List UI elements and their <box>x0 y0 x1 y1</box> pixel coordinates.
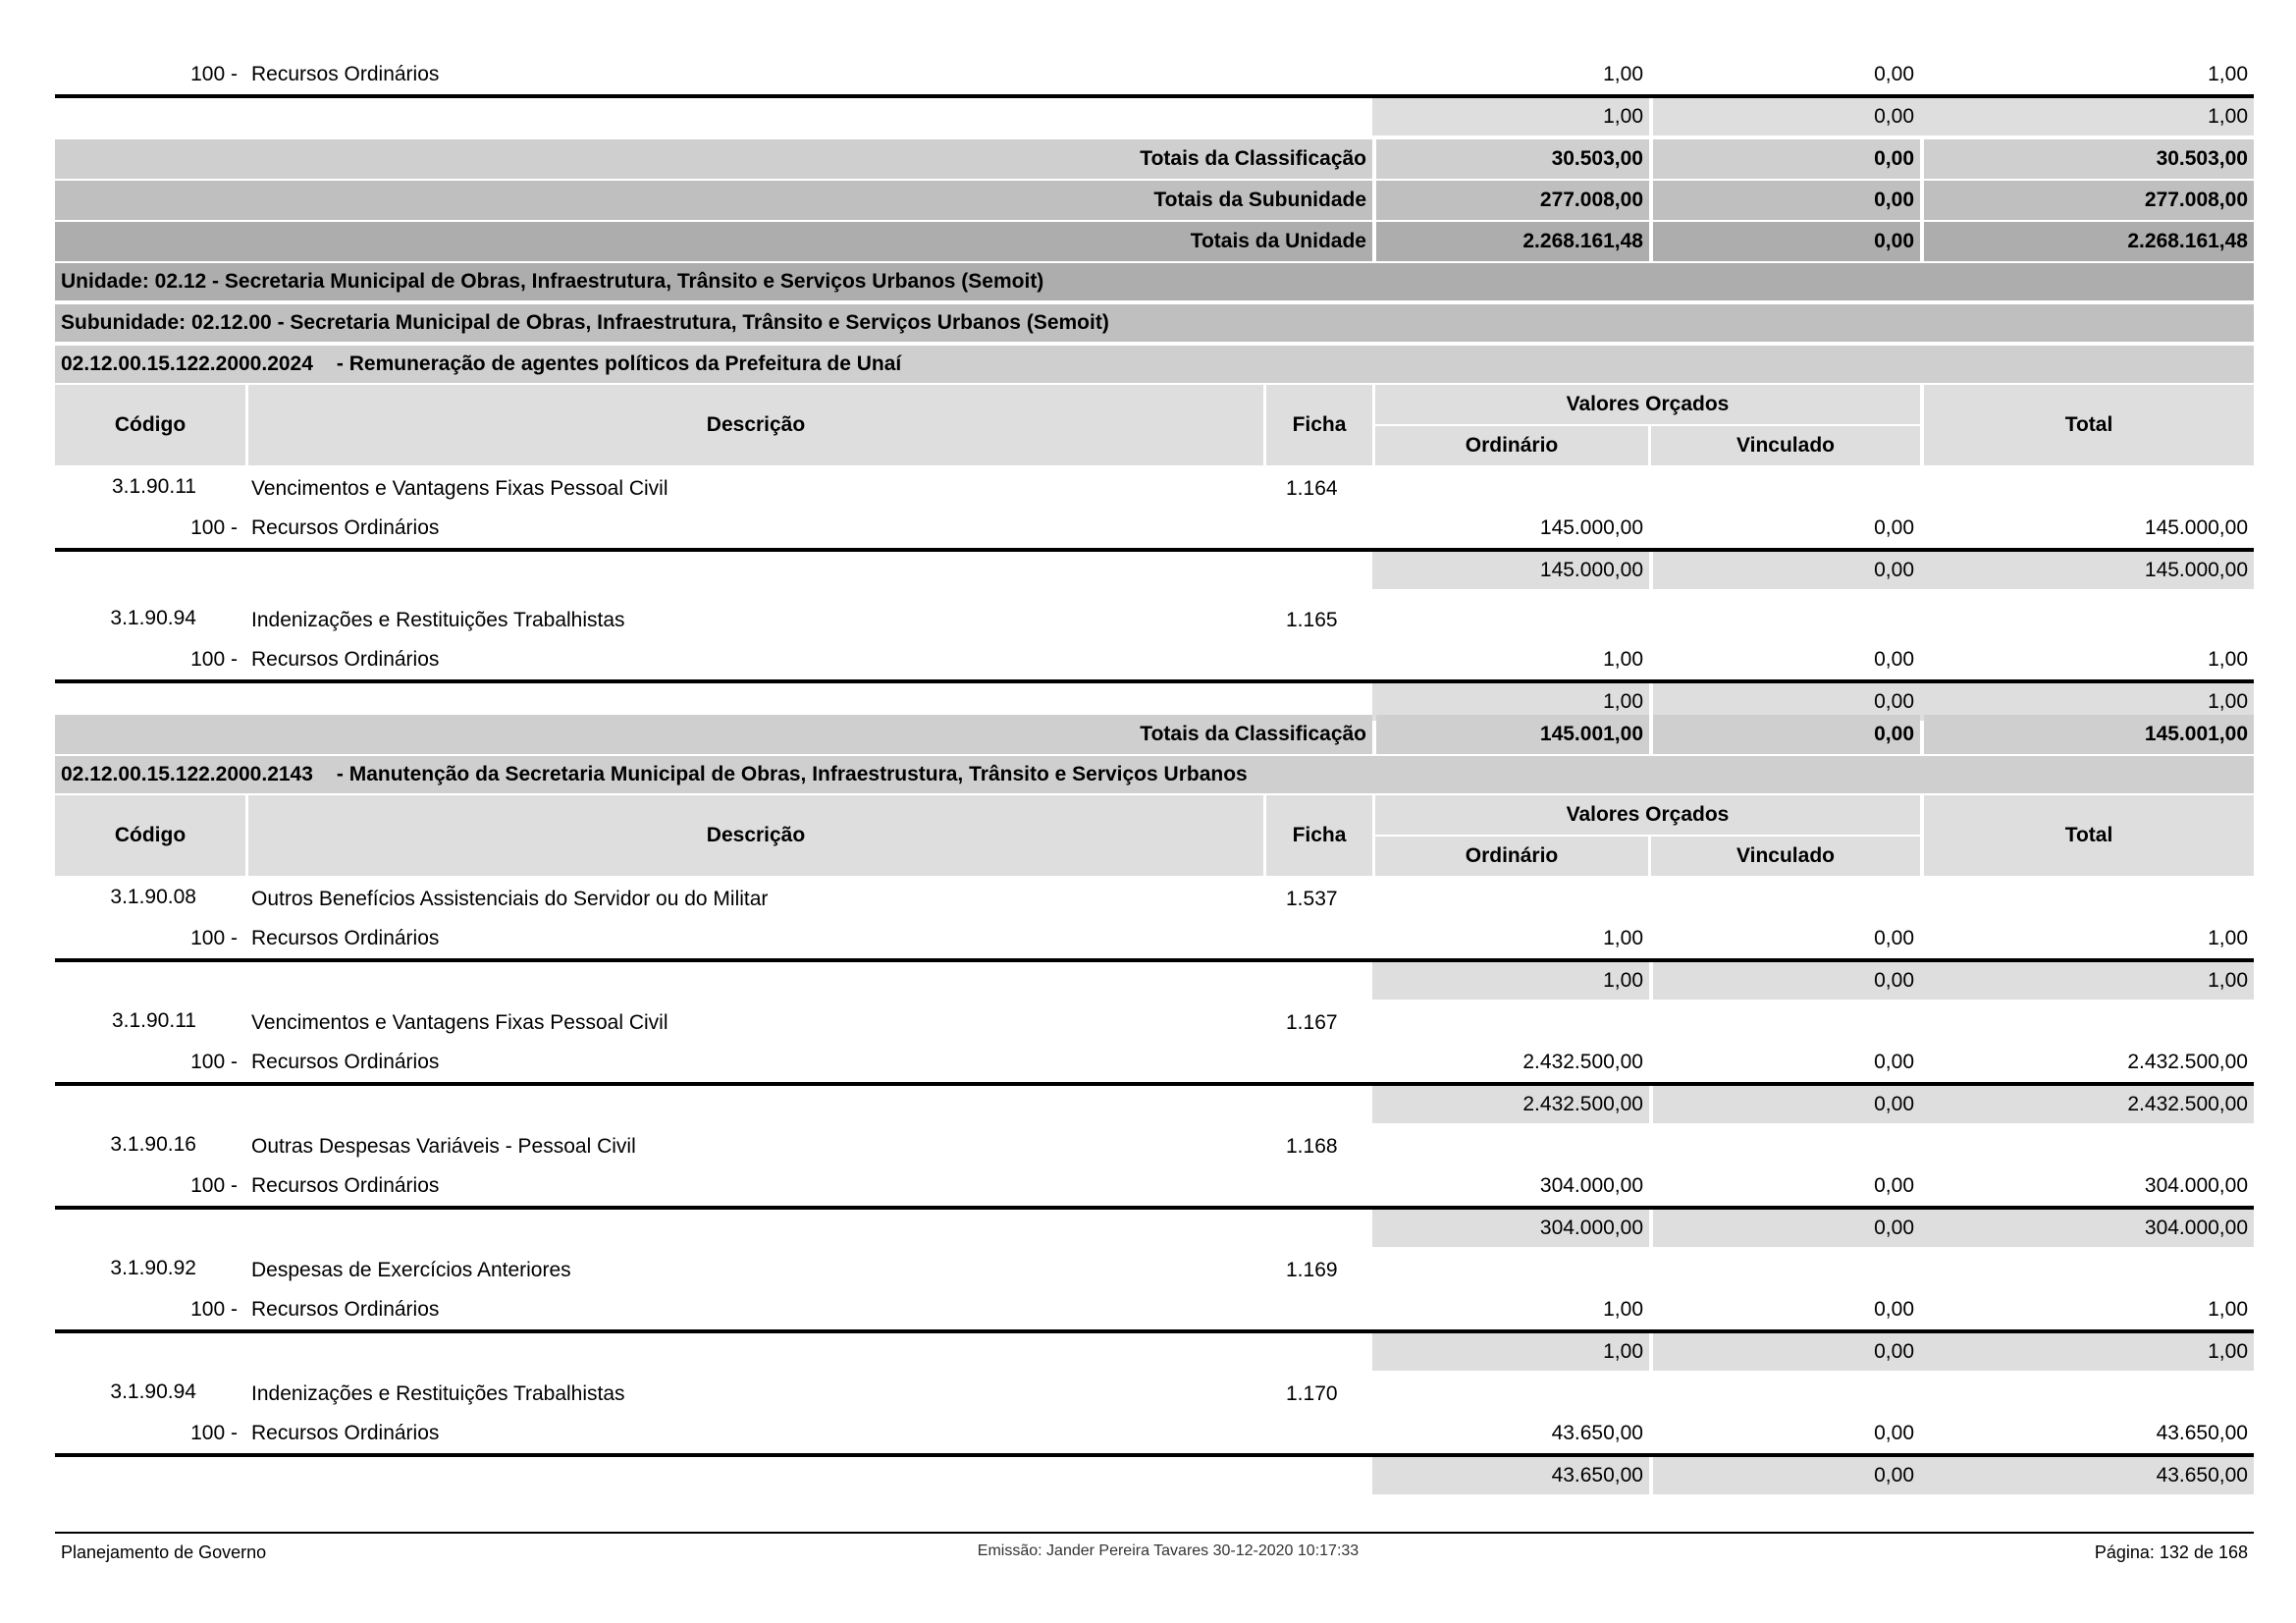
total-value: 1,00 <box>2208 648 2248 671</box>
item-descricao: Despesas de Exercícios Anteriores <box>251 1259 571 1281</box>
source-label: Recursos Ordinários <box>251 516 440 539</box>
subtotal-ordinario: 1,00 <box>1372 98 1649 135</box>
source-code: 100 - <box>190 63 238 85</box>
header-ordinario: Ordinário <box>1375 837 1648 876</box>
item-descricao: Indenizações e Restituições Trabalhistas <box>251 1382 625 1405</box>
source-code: 100 - <box>190 1422 238 1444</box>
vinculado-value: 0,00 <box>1874 516 1914 539</box>
source-label: Recursos Ordinários <box>251 1051 440 1073</box>
subtotal-vinculado: 0,00 <box>1653 683 1920 721</box>
subtotal-ordinario: 1,00 <box>1372 962 1649 1000</box>
item-codigo: 3.1.90.94 <box>110 607 196 629</box>
vinculado-value: 0,00 <box>1874 1422 1914 1444</box>
source-label: Recursos Ordinários <box>251 927 440 949</box>
subtotal-vinculado: 0,00 <box>1653 98 1920 135</box>
header-descricao: Descrição <box>248 795 1263 876</box>
subtotal-ordinario: 2.432.500,00 <box>1372 1086 1649 1123</box>
totais-classificacao-total: 145.001,00 <box>1924 715 2254 754</box>
ordinario-value: 43.650,00 <box>1551 1422 1643 1444</box>
item-descricao: Vencimentos e Vantagens Fixas Pessoal Civil <box>251 477 668 500</box>
item-descricao: Indenizações e Restituições Trabalhistas <box>251 609 625 631</box>
source-label: Recursos Ordinários <box>251 63 440 85</box>
totais-classificacao-label: Totais da Classificação <box>55 715 1372 754</box>
subtotal-total: 1,00 <box>1920 962 2254 1000</box>
source-code: 100 - <box>190 1174 238 1197</box>
subtotal-total: 1,00 <box>1920 98 2254 135</box>
item-ficha: 1.164 <box>1286 477 1338 500</box>
item-ficha: 1.165 <box>1286 609 1338 631</box>
vinculado-value: 0,00 <box>1874 1051 1914 1073</box>
subtotal-ordinario: 1,00 <box>1372 683 1649 721</box>
item-ficha: 1.170 <box>1286 1382 1338 1405</box>
totais-unidade-ordinario: 2.268.161,48 <box>1376 222 1649 261</box>
totais-unidade-vinculado: 0,00 <box>1653 222 1920 261</box>
source-code: 100 - <box>190 927 238 949</box>
totais-classificacao-vinculado: 0,00 <box>1653 139 1920 179</box>
total-value: 43.650,00 <box>2156 1422 2248 1444</box>
ordinario-value: 2.432.500,00 <box>1522 1051 1643 1073</box>
subtotal-ordinario: 304.000,00 <box>1372 1210 1649 1247</box>
totais-subunidade-ordinario: 277.008,00 <box>1376 181 1649 220</box>
total-value: 1,00 <box>2208 927 2248 949</box>
subtotal-ordinario: 145.000,00 <box>1372 552 1649 589</box>
subtotal-vinculado: 0,00 <box>1653 1333 1920 1371</box>
subtotal-total: 2.432.500,00 <box>1920 1086 2254 1123</box>
subtotal-vinculado: 0,00 <box>1653 962 1920 1000</box>
header-total: Total <box>1924 795 2254 876</box>
vinculado-value: 0,00 <box>1874 63 1914 85</box>
header-vinculado: Vinculado <box>1651 426 1920 465</box>
subtotal-vinculado: 0,00 <box>1653 552 1920 589</box>
section-code: 02.12.00.15.122.2000.2024 <box>61 352 313 375</box>
subtotal-vinculado: 0,00 <box>1653 1457 1920 1494</box>
total-value: 2.432.500,00 <box>2127 1051 2248 1073</box>
header-ordinario: Ordinário <box>1375 426 1648 465</box>
item-codigo: 3.1.90.11 <box>111 475 196 498</box>
subtotal-total: 1,00 <box>1920 683 2254 721</box>
section-code: 02.12.00.15.122.2000.2143 <box>61 763 313 785</box>
subtotal-total: 1,00 <box>1920 1333 2254 1371</box>
item-codigo: 3.1.90.92 <box>110 1257 196 1279</box>
unidade-band: Unidade: 02.12 - Secretaria Municipal de Obras, Infraestrutura, Trânsito e Serviços Urbanos (Semoit) <box>55 263 2254 300</box>
subunidade-band: Subunidade: 02.12.00 - Secretaria Municipal de Obras, Infraestrutura, Trânsito e Serviços Urbanos (Semoit) <box>55 304 2254 342</box>
subtotal-ordinario: 1,00 <box>1372 1333 1649 1371</box>
footer-page-number: Página: 132 de 168 <box>2094 1542 2248 1562</box>
item-ficha: 1.537 <box>1286 888 1338 910</box>
vinculado-value: 0,00 <box>1874 1298 1914 1321</box>
item-ficha: 1.167 <box>1286 1011 1338 1034</box>
source-code: 100 - <box>190 648 238 671</box>
source-code: 100 - <box>190 1298 238 1321</box>
header-descricao: Descrição <box>248 385 1263 465</box>
header-valores-orcados: Valores Orçados <box>1375 385 1920 424</box>
ordinario-value: 1,00 <box>1603 648 1643 671</box>
header-vinculado: Vinculado <box>1651 837 1920 876</box>
ordinario-value: 1,00 <box>1603 1298 1643 1321</box>
totais-classificacao-ordinario: 30.503,00 <box>1376 139 1649 179</box>
vinculado-value: 0,00 <box>1874 927 1914 949</box>
totais-classificacao-ordinario: 145.001,00 <box>1376 715 1649 754</box>
total-value: 1,00 <box>2208 63 2248 85</box>
footer-left: Planejamento de Governo <box>61 1542 267 1562</box>
totais-subunidade-label: Totais da Subunidade <box>55 181 1372 220</box>
item-ficha: 1.169 <box>1286 1259 1338 1281</box>
total-value: 1,00 <box>2208 1298 2248 1321</box>
subtotal-total: 43.650,00 <box>1920 1457 2254 1494</box>
total-value: 145.000,00 <box>2144 516 2248 539</box>
subtotal-total: 145.000,00 <box>1920 552 2254 589</box>
subtotal-total: 304.000,00 <box>1920 1210 2254 1247</box>
ordinario-value: 145.000,00 <box>1539 516 1643 539</box>
source-code: 100 - <box>190 516 238 539</box>
totais-unidade-total: 2.268.161,48 <box>1924 222 2254 261</box>
total-value: 304.000,00 <box>2144 1174 2248 1197</box>
totais-classificacao-total: 30.503,00 <box>1924 139 2254 179</box>
vinculado-value: 0,00 <box>1874 1174 1914 1197</box>
section-title: - Manutenção da Secretaria Municipal de Obras, Infraestrustura, Trânsito e Serviços Urbanos <box>336 763 1248 785</box>
subtotal-vinculado: 0,00 <box>1653 1086 1920 1123</box>
section-title: - Remuneração de agentes políticos da Prefeitura de Unaí <box>336 352 902 375</box>
subtotal-vinculado: 0,00 <box>1653 1210 1920 1247</box>
item-codigo: 3.1.90.08 <box>110 886 196 908</box>
header-codigo: Código <box>55 385 245 465</box>
item-descricao: Outras Despesas Variáveis - Pessoal Civil <box>251 1135 636 1158</box>
header-ficha: Ficha <box>1266 795 1372 876</box>
totais-subunidade-total: 277.008,00 <box>1924 181 2254 220</box>
source-label: Recursos Ordinários <box>251 1422 440 1444</box>
footer-center: Emissão: Jander Pereira Tavares 30-12-2020 10:17:33 <box>977 1542 1360 1559</box>
section-header <box>55 756 2254 793</box>
item-codigo: 3.1.90.94 <box>110 1380 196 1403</box>
item-descricao: Outros Benefícios Assistenciais do Servidor ou do Militar <box>251 888 769 910</box>
totais-unidade-label: Totais da Unidade <box>55 222 1372 261</box>
source-label: Recursos Ordinários <box>251 648 440 671</box>
footer-rule <box>55 1532 2254 1534</box>
item-ficha: 1.168 <box>1286 1135 1338 1158</box>
totais-classificacao-label: Totais da Classificação <box>55 139 1372 179</box>
header-ficha: Ficha <box>1266 385 1372 465</box>
subtotal-ordinario: 43.650,00 <box>1372 1457 1649 1494</box>
item-codigo: 3.1.90.11 <box>111 1009 196 1032</box>
header-valores-orcados: Valores Orçados <box>1375 795 1920 835</box>
item-codigo: 3.1.90.16 <box>110 1133 196 1156</box>
source-code: 100 - <box>190 1051 238 1073</box>
section-header <box>55 346 2254 383</box>
header-total: Total <box>1924 385 2254 465</box>
totais-subunidade-vinculado: 0,00 <box>1653 181 1920 220</box>
source-label: Recursos Ordinários <box>251 1174 440 1197</box>
header-codigo: Código <box>55 795 245 876</box>
ordinario-value: 304.000,00 <box>1539 1174 1643 1197</box>
source-label: Recursos Ordinários <box>251 1298 440 1321</box>
ordinario-value: 1,00 <box>1603 927 1643 949</box>
ordinario-value: 1,00 <box>1603 63 1643 85</box>
vinculado-value: 0,00 <box>1874 648 1914 671</box>
totais-classificacao-vinculado: 0,00 <box>1653 715 1920 754</box>
item-descricao: Vencimentos e Vantagens Fixas Pessoal Civil <box>251 1011 668 1034</box>
